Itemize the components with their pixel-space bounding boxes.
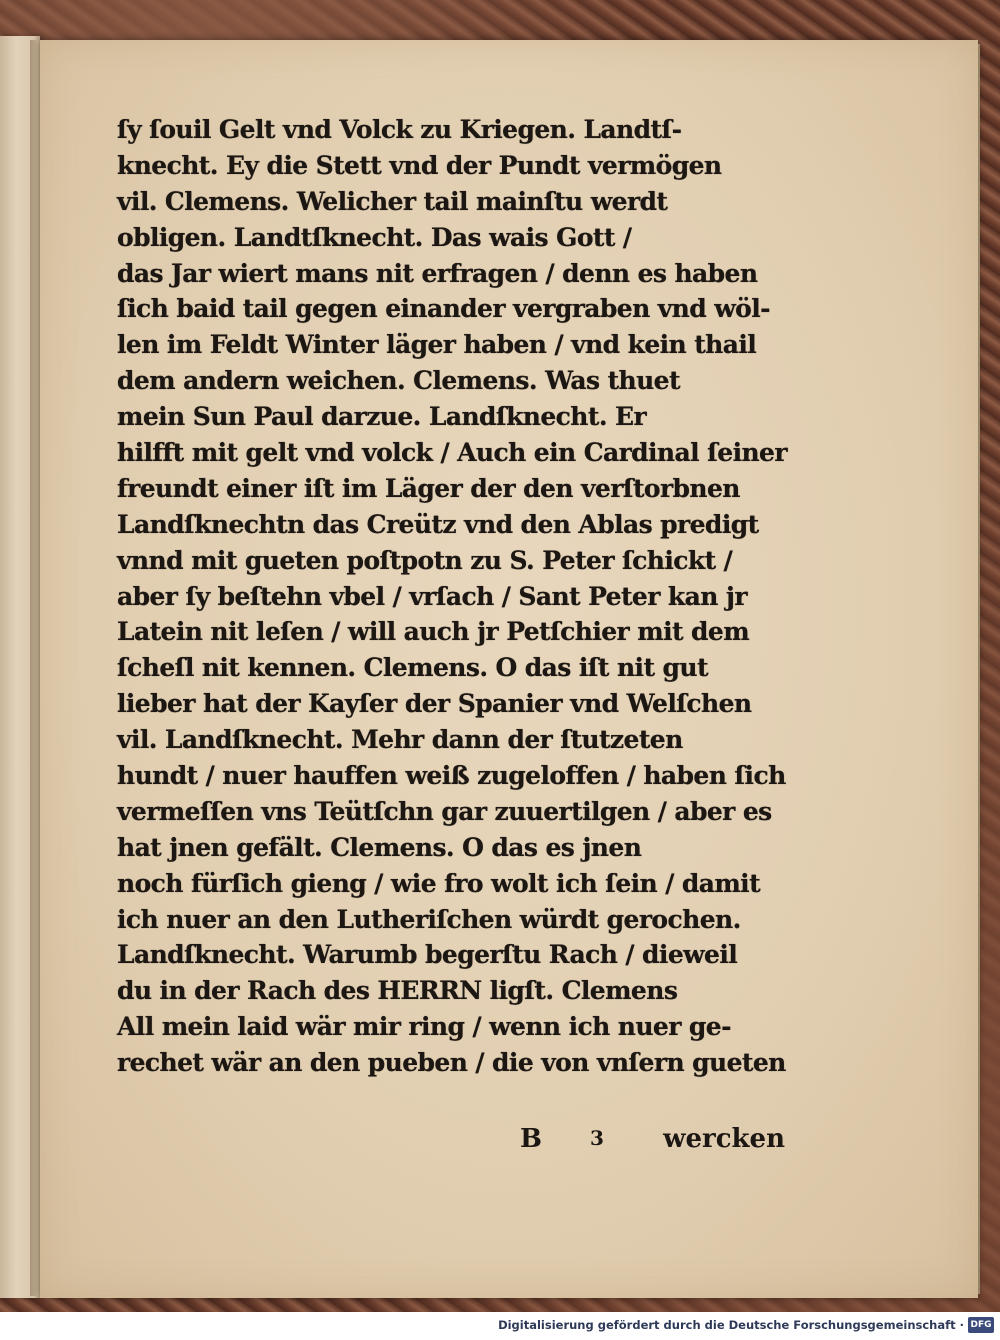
text-line: All mein laid wär mir ring / wenn ich nuer ge- <box>117 1012 731 1042</box>
text-line: dem andern weichen. Clemens. Was thuet <box>117 366 680 396</box>
text-line: hundt / nuer hauffen weiß zugeloffen / haben ſich <box>117 761 786 791</box>
text-line: rechet wär an den pueben / die von vnſern gueten <box>117 1048 786 1078</box>
text-line: aber ſy beſtehn vbel / vrſach / Sant Peter kan jr <box>117 581 747 611</box>
text-line: vil. Landſknecht. Mehr dann der ſtutzeten <box>117 725 683 755</box>
text-line: vermeſſen vns Teütſchn gar zuuertilgen / aber es <box>117 796 772 826</box>
text-line: das Jar wiert mans nit erfragen / denn es haben <box>117 258 758 288</box>
signature-number: 3 <box>590 1126 604 1150</box>
digitization-footer <box>0 1312 1000 1340</box>
text-line: obligen. Landtſknecht. Das wais Gott / <box>117 222 632 252</box>
text-line: ſcheſl nit kennen. Clemens. O das iſt nit gut <box>117 653 708 683</box>
text-line: noch fürſich gieng / wie fro wolt ich ſein / damit <box>117 868 761 898</box>
page-catchline <box>520 1124 785 1164</box>
text-line: lieber hat der Kayſer der Spanier vnd Welſchen <box>117 689 752 719</box>
text-line: len im Feldt Winter läger haben / vnd kein thail <box>117 330 757 360</box>
signature-mark: B <box>520 1124 542 1154</box>
funding-credit: Digitalisierung gefördert durch die Deutsche Forschungsgemeinschaft · <box>498 1318 964 1332</box>
text-line: hilfft mit gelt vnd volck / Auch ein Cardinal ſeiner <box>117 438 787 468</box>
dfg-logo: DFG <box>968 1317 994 1333</box>
catchword: wercken <box>663 1124 785 1154</box>
text-line: ſich baid tail gegen einander vergraben vnd wöl- <box>117 294 770 324</box>
text-line: mein Sun Paul darzue. Landſknecht. Er <box>117 402 647 432</box>
text-line: knecht. Ey die Stett vnd der Pundt vermögen <box>117 150 722 180</box>
text-line: vil. Clemens. Welicher tail mainſtu werdt <box>117 186 668 216</box>
text-line: Latein nit leſen / will auch jr Petſchier mit dem <box>117 617 750 647</box>
text-line: Landſknecht. Warumb begerſtu Rach / dieweil <box>117 940 738 970</box>
text-line: Landſknechtn das Creütz vnd den Ablas predigt <box>117 509 759 539</box>
text-line: hat jnen gefält. Clemens. O das es jnen <box>117 832 642 862</box>
text-line: freundt einer iſt im Läger der den verſtorbnen <box>117 473 740 503</box>
page-text <box>117 112 787 1081</box>
text-line: vnnd mit gueten poſtpotn zu S. Peter ſchickt / <box>117 545 733 575</box>
text-line: ſy ſouil Gelt vnd Volck zu Kriegen. Landtſ- <box>117 115 682 144</box>
text-line: ich nuer an den Lutheriſchen würdt gerochen. <box>117 904 741 934</box>
text-line: du in der Rach des HERRN ligſt. Clemens <box>117 976 678 1006</box>
